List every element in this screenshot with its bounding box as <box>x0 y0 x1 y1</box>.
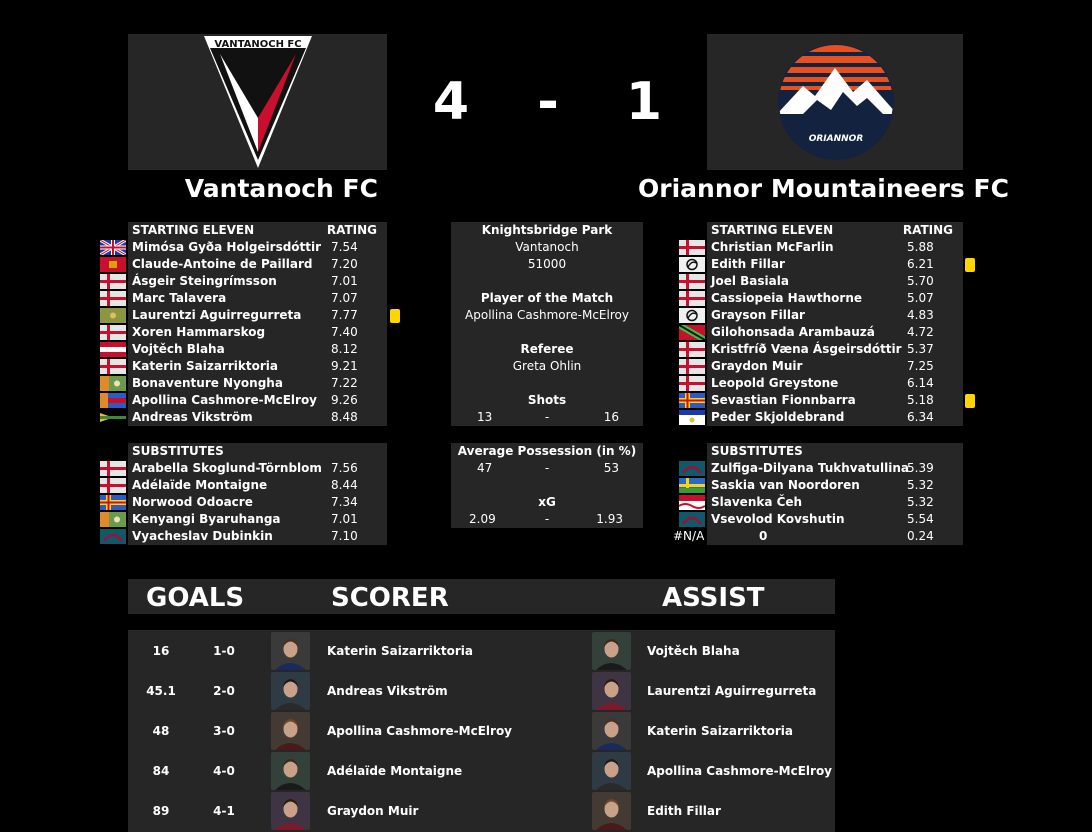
away-subs-header-row <box>707 443 963 460</box>
goal-minute: 45.1 <box>146 684 176 698</box>
flag-icon <box>679 257 705 272</box>
referee-label: Referee <box>520 342 574 356</box>
flag-icon <box>100 393 126 408</box>
goal-scoreline: 4-1 <box>213 804 235 818</box>
away-player-row <box>707 290 963 307</box>
home-starting-header-row <box>128 222 387 239</box>
home-substitutes-table <box>128 443 387 545</box>
home-player-row <box>128 392 387 409</box>
possession-away: 53 <box>603 461 619 475</box>
flag-icon <box>679 342 705 357</box>
player-name: Slavenka Čeh <box>711 495 803 509</box>
player-rating: 5.54 <box>907 512 934 526</box>
player-rating: 7.22 <box>331 376 358 390</box>
match-info-panel <box>451 222 643 426</box>
away-player-row <box>707 494 963 511</box>
flag-icon <box>100 495 126 510</box>
home-team-crest-icon <box>128 34 387 170</box>
assist-name: Edith Fillar <box>647 804 721 818</box>
player-rating: 9.21 <box>331 359 358 373</box>
goal-scoreline: 1-0 <box>213 644 235 658</box>
player-name: Bonaventure Nyongha <box>132 376 283 390</box>
goal-minute: 89 <box>152 804 170 818</box>
yellow-card-icon <box>965 258 975 272</box>
player-name: Kristfríð Væna Ásgeirsdóttir <box>711 342 902 356</box>
goal-scoreline: 2-0 <box>213 684 235 698</box>
flag-icon <box>100 308 126 323</box>
player-rating: 5.32 <box>907 495 934 509</box>
player-rating: 5.18 <box>907 393 934 407</box>
home-player-row <box>128 409 387 426</box>
home-player-row <box>128 341 387 358</box>
assist-avatar <box>592 672 631 710</box>
xg-label: xG <box>538 495 556 509</box>
assist-avatar <box>592 712 631 750</box>
away-player-row <box>707 409 963 426</box>
home-player-row <box>128 375 387 392</box>
home-logo-text: VANTANOCH FC <box>214 39 302 50</box>
xg-row <box>451 511 643 528</box>
home-starting-eleven-table <box>128 222 387 426</box>
away-score: 1 <box>625 72 663 132</box>
away-player-row <box>707 392 963 409</box>
player-name: Gilohonsada Arambauzá <box>711 325 875 339</box>
flag-icon <box>100 410 126 425</box>
stadium-name: Knightsbridge Park <box>481 223 613 237</box>
player-rating: 7.25 <box>907 359 934 373</box>
player-name: Vsevolod Kovshutin <box>711 512 845 526</box>
away-team-logo-panel <box>707 34 963 170</box>
possession-label: Average Possession (in %) <box>457 444 637 458</box>
home-starting-header: STARTING ELEVEN <box>132 223 255 237</box>
home-player-row <box>128 477 387 494</box>
assist-avatar <box>592 752 631 790</box>
away-player-row <box>707 375 963 392</box>
assist-name: Vojtěch Blaha <box>647 644 740 658</box>
scorer-name: Apollina Cashmore-McElroy <box>327 724 513 738</box>
away-player-row <box>707 324 963 341</box>
flag-icon <box>100 376 126 391</box>
goal-minute: 16 <box>152 644 170 658</box>
player-name: Katerin Saizarriktoria <box>132 359 278 373</box>
player-name: Ásgeir Steingrímsson <box>132 274 277 288</box>
flag-icon <box>679 461 705 476</box>
player-rating: 7.07 <box>331 291 358 305</box>
possession-home: 47 <box>477 461 493 475</box>
home-player-row <box>128 494 387 511</box>
away-extra-rating: 0.24 <box>907 529 934 543</box>
away-player-row <box>707 358 963 375</box>
home-player-row <box>128 511 387 528</box>
home-player-row <box>128 273 387 290</box>
player-rating: 4.72 <box>907 325 934 339</box>
player-name: Saskia van Noordoren <box>711 478 860 492</box>
goal-scoreline: 4-0 <box>213 764 235 778</box>
flag-icon <box>100 512 126 527</box>
shots-dash: - <box>544 410 550 424</box>
scorer-name: Graydon Muir <box>327 804 419 818</box>
away-logo-text: ORIANNOR <box>808 134 864 144</box>
city-name: Vantanoch <box>515 240 579 254</box>
player-rating: 6.34 <box>907 410 934 424</box>
player-name: Joel Basiala <box>711 274 789 288</box>
player-name: Vyacheslav Dubinkin <box>132 529 273 543</box>
flag-icon <box>100 291 126 306</box>
home-player-row <box>128 307 387 324</box>
player-name: Andreas Vikström <box>132 410 253 424</box>
player-name: Graydon Muir <box>711 359 803 373</box>
player-rating: 8.12 <box>331 342 358 356</box>
flag-icon <box>679 359 705 374</box>
player-name: Grayson Fillar <box>711 308 805 322</box>
flag-icon <box>100 342 126 357</box>
shots-label: Shots <box>527 393 567 407</box>
goals-header-assist: ASSIST <box>662 583 765 613</box>
player-name: Laurentzi Aguirregurreta <box>132 308 302 322</box>
home-team-name: Vantanoch FC <box>184 174 378 203</box>
flag-icon <box>100 529 126 544</box>
player-name: Sevastian Fionnbarra <box>711 393 856 407</box>
scorer-avatar <box>271 792 310 830</box>
scorer-name: Adélaïde Montaigne <box>327 764 463 778</box>
player-rating: 7.10 <box>331 529 358 543</box>
yellow-card-icon <box>965 394 975 408</box>
player-name: Leopold Greystone <box>711 376 839 390</box>
goals-header <box>128 579 835 614</box>
away-team-name: Oriannor Mountaineers FC <box>638 174 1009 203</box>
flag-icon <box>100 461 126 476</box>
goal-row <box>128 751 835 791</box>
player-name: Apollina Cashmore-McElroy <box>132 393 318 407</box>
away-team-crest-icon <box>707 34 963 170</box>
away-player-row <box>707 307 963 324</box>
goal-minute: 84 <box>152 764 170 778</box>
player-rating: 7.54 <box>331 240 358 254</box>
goal-minute: 48 <box>152 724 170 738</box>
referee-name: Greta Ohlin <box>512 359 582 373</box>
flag-icon <box>100 274 126 289</box>
away-extra-na: #N/A <box>673 529 705 543</box>
flag-icon <box>679 240 705 255</box>
player-rating: 4.83 <box>907 308 934 322</box>
possession-dash: - <box>544 461 550 475</box>
goals-table <box>128 630 835 832</box>
potm-label: Player of the Match <box>480 291 614 305</box>
xg-home: 2.09 <box>469 512 496 526</box>
home-score: 4 <box>432 72 470 132</box>
match-stats-panel <box>451 443 643 528</box>
attendance: 51000 <box>527 257 567 271</box>
home-player-row <box>128 239 387 256</box>
flag-icon <box>100 359 126 374</box>
away-player-row <box>707 256 963 273</box>
goal-row <box>128 711 835 751</box>
flag-icon <box>100 240 126 255</box>
away-starting-header: STARTING ELEVEN <box>711 223 834 237</box>
flag-icon <box>679 291 705 306</box>
flag-icon <box>679 478 705 493</box>
home-player-row <box>128 460 387 477</box>
away-player-row <box>707 460 963 477</box>
player-name: Zulfiga-Dilyana Tukhvatullina <box>711 461 909 475</box>
player-name: Edith Fillar <box>711 257 785 271</box>
player-rating: 8.48 <box>331 410 358 424</box>
home-subs-header: SUBSTITUTES <box>132 444 224 458</box>
flag-icon <box>679 274 705 289</box>
shots-away: 16 <box>603 410 619 424</box>
flag-icon <box>679 308 705 323</box>
scorer-avatar <box>271 632 310 670</box>
player-rating: 7.77 <box>331 308 358 322</box>
home-rating-header: RATING <box>326 223 377 237</box>
home-subs-header-row <box>128 443 387 460</box>
player-name: Cassiopeia Hawthorne <box>711 291 863 305</box>
score-separator: - <box>537 72 559 132</box>
away-rating-header: RATING <box>902 223 953 237</box>
player-rating: 5.70 <box>907 274 934 288</box>
home-player-row <box>128 528 387 545</box>
player-name: Claude-Antoine de Paillard <box>132 257 313 271</box>
player-rating: 5.32 <box>907 478 934 492</box>
player-name: Vojtěch Blaha <box>132 342 225 356</box>
potm-name: Apollina Cashmore-McElroy <box>465 308 629 322</box>
player-rating: 5.88 <box>907 240 934 254</box>
flag-icon <box>679 393 705 408</box>
assist-name: Apollina Cashmore-McElroy <box>647 764 833 778</box>
player-rating: 7.01 <box>331 512 358 526</box>
player-rating: 5.39 <box>907 461 934 475</box>
shots-row <box>451 409 643 426</box>
away-player-row <box>707 239 963 256</box>
away-subs-header: SUBSTITUTES <box>711 444 803 458</box>
player-name: Peder Skjoldebrand <box>711 410 845 424</box>
player-rating: 5.37 <box>907 342 934 356</box>
flag-icon <box>100 325 126 340</box>
xg-dash: - <box>544 512 550 526</box>
scorer-name: Andreas Vikström <box>327 684 448 698</box>
player-rating: 6.21 <box>907 257 934 271</box>
player-rating: 7.34 <box>331 495 358 509</box>
home-player-row <box>128 358 387 375</box>
player-rating: 7.56 <box>331 461 358 475</box>
player-name: Norwood Odoacre <box>132 495 253 509</box>
assist-avatar <box>592 632 631 670</box>
player-name: Arabella Skoglund-Törnblom <box>132 461 322 475</box>
flag-icon <box>679 512 705 527</box>
assist-name: Katerin Saizarriktoria <box>647 724 793 738</box>
player-name: Christian McFarlin <box>711 240 834 254</box>
flag-icon <box>679 325 705 340</box>
goal-row <box>128 791 835 831</box>
scorer-avatar <box>271 712 310 750</box>
goals-header-scorer: SCORER <box>331 583 449 613</box>
player-name: Adélaïde Montaigne <box>132 478 268 492</box>
scorer-avatar <box>271 672 310 710</box>
player-name: Marc Talavera <box>132 291 227 305</box>
home-player-row <box>128 290 387 307</box>
scorer-avatar <box>271 752 310 790</box>
away-extra-zero: 0 <box>759 529 768 543</box>
away-substitutes-table <box>673 443 963 545</box>
player-name: Mimósa Gyða Holgeirsdóttir <box>132 240 322 254</box>
away-starting-eleven-table <box>707 222 963 426</box>
player-rating: 7.20 <box>331 257 358 271</box>
away-player-row <box>707 477 963 494</box>
player-rating: 5.07 <box>907 291 934 305</box>
possession-row <box>451 460 643 477</box>
player-name: Kenyangi Byaruhanga <box>132 512 281 526</box>
away-starting-header-row <box>707 222 963 239</box>
player-rating: 9.26 <box>331 393 358 407</box>
assist-name: Laurentzi Aguirregurreta <box>647 684 817 698</box>
assist-avatar <box>592 792 631 830</box>
player-rating: 7.40 <box>331 325 358 339</box>
player-name: Xoren Hammarskog <box>132 325 266 339</box>
flag-icon <box>679 495 705 510</box>
away-extra-row <box>673 528 963 545</box>
goal-scoreline: 3-0 <box>213 724 235 738</box>
flag-icon <box>100 257 126 272</box>
away-player-row <box>707 511 963 528</box>
away-player-row <box>707 273 963 290</box>
xg-away: 1.93 <box>596 512 623 526</box>
home-team-logo-panel <box>128 34 387 170</box>
home-player-row <box>128 324 387 341</box>
goal-row <box>128 671 835 711</box>
flag-icon <box>679 410 705 425</box>
shots-home: 13 <box>477 410 493 424</box>
goal-row <box>128 631 835 671</box>
goals-header-goals: GOALS <box>146 583 245 613</box>
flag-icon <box>100 478 126 493</box>
scorer-name: Katerin Saizarriktoria <box>327 644 473 658</box>
home-player-row <box>128 256 387 273</box>
player-rating: 8.44 <box>331 478 358 492</box>
away-player-row <box>707 341 963 358</box>
player-rating: 6.14 <box>907 376 934 390</box>
yellow-card-icon <box>390 309 400 323</box>
flag-icon <box>679 376 705 391</box>
player-rating: 7.01 <box>331 274 358 288</box>
